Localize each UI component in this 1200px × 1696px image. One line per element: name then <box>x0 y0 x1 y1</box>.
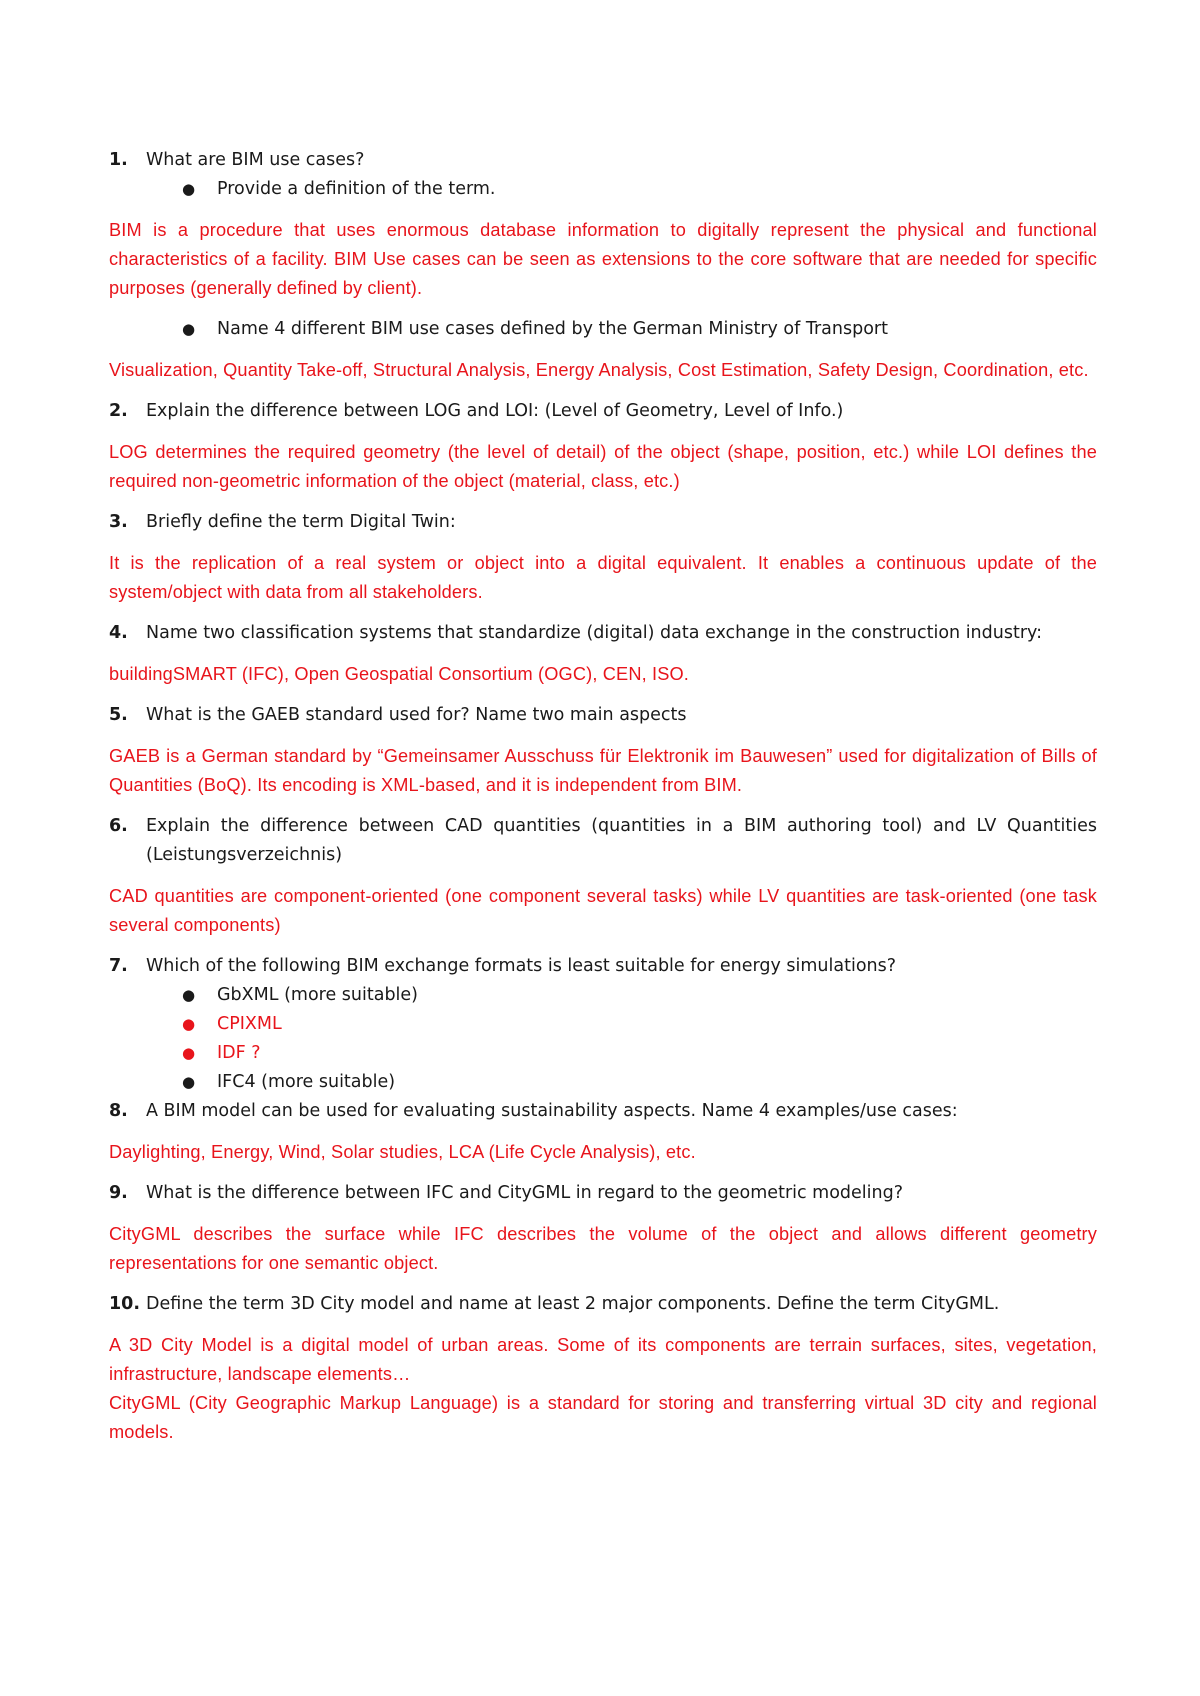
question-text: Briefly define the term Digital Twin: <box>146 512 456 532</box>
answer-8: Daylighting, Energy, Wind, Solar studies, LCA (Life Cycle Analysis), etc. <box>109 1142 696 1162</box>
bullet-dot-icon: ● <box>182 320 196 338</box>
document-body <box>109 146 1097 1459</box>
answer-1b: Visualization, Quantity Take-off, Structural Analysis, Energy Analysis, Cost Estimation, Safety Design, Coordination, etc. <box>109 360 1089 380</box>
question-10 <box>109 1290 1097 1319</box>
option-item <box>182 1068 1097 1097</box>
question-text: What is the difference between IFC and CityGML in regard to the geometric modeling? <box>146 1183 904 1203</box>
option-item <box>182 981 1097 1010</box>
question-number: 5. <box>109 705 128 725</box>
question-text: A BIM model can be used for evaluating sustainability aspects. Name 4 examples/use cases: <box>146 1101 958 1121</box>
question-text: What is the GAEB standard used for? Name two main aspects <box>146 705 687 725</box>
question-number: 10. <box>109 1294 141 1314</box>
bullet-item <box>182 175 1097 204</box>
question-9 <box>109 1179 1097 1208</box>
option-item-selected <box>182 1039 1097 1068</box>
bullet-text: Name 4 different BIM use cases defined by the German Ministry of Transport <box>217 319 888 339</box>
bullet-dot-icon: ● <box>182 1015 196 1033</box>
question-text: Name two classification systems that standardize (digital) data exchange in the construction industry: <box>146 623 1042 643</box>
question-number: 6. <box>109 816 128 836</box>
question-number: 3. <box>109 512 128 532</box>
bullet-dot-icon: ● <box>182 1073 196 1091</box>
question-7 <box>109 952 1097 981</box>
answer-10a: A 3D City Model is a digital model of urban areas. Some of its components are terrain surfaces, sites, vegetation, infrastructure, landscape elements… <box>109 1335 1097 1384</box>
question-text: What are BIM use cases? <box>146 150 365 170</box>
option-text: GbXML (more suitable) <box>217 985 419 1005</box>
answer-10b: CityGML (City Geographic Markup Language) is a standard for storing and transferring virtual 3D city and regional models. <box>109 1393 1097 1442</box>
answer-5: GAEB is a German standard by “Gemeinsamer Ausschuss für Elektronik im Bauwesen” used for digitalization of Bills of Quantities (BoQ). Its encoding is XML-based, and it is independent from BIM. <box>109 746 1097 795</box>
question-4 <box>109 619 1097 648</box>
option-item-selected <box>182 1010 1097 1039</box>
question-number: 8. <box>109 1101 128 1121</box>
answer-1a: BIM is a procedure that uses enormous database information to digitally represent the physical and functional characteristics of a facility. BIM Use cases can be seen as extensions to the core software that are needed for specific purposes (generally defined by client). <box>109 220 1097 298</box>
answer-4: buildingSMART (IFC), Open Geospatial Consortium (OGC), CEN, ISO. <box>109 664 689 684</box>
question-5 <box>109 701 1097 730</box>
question-1-bullets-2 <box>109 315 1097 344</box>
question-text: Which of the following BIM exchange formats is least suitable for energy simulations? <box>146 956 897 976</box>
option-text: IDF ? <box>217 1043 261 1063</box>
answer-9: CityGML describes the surface while IFC describes the volume of the object and allows different geometry representations for one semantic object. <box>109 1224 1097 1273</box>
answer-2: LOG determines the required geometry (the level of detail) of the object (shape, position, etc.) while LOI defines the required non-geometric information of the object (material, class, etc.) <box>109 442 1097 491</box>
bullet-dot-icon: ● <box>182 986 196 1004</box>
question-text: Explain the difference between CAD quantities (quantities in a BIM authoring tool) and LV Quantities (Leistungsverzeichnis) <box>146 816 1097 865</box>
question-number: 2. <box>109 401 128 421</box>
question-7-options <box>109 981 1097 1097</box>
question-1-bullets <box>109 175 1097 204</box>
answer-3: It is the replication of a real system or object into a digital equivalent. It enables a continuous update of the system/object with data from all stakeholders. <box>109 553 1097 602</box>
question-8 <box>109 1097 1097 1126</box>
bullet-dot-icon: ● <box>182 180 196 198</box>
option-text: IFC4 (more suitable) <box>217 1072 396 1092</box>
question-3 <box>109 508 1097 537</box>
question-2 <box>109 397 1097 426</box>
bullet-text: Provide a definition of the term. <box>217 179 496 199</box>
question-1 <box>109 146 1097 175</box>
bullet-item <box>182 315 1097 344</box>
bullet-dot-icon: ● <box>182 1044 196 1062</box>
question-text: Explain the difference between LOG and LOI: (Level of Geometry, Level of Info.) <box>146 401 844 421</box>
question-number: 1. <box>109 150 128 170</box>
question-6 <box>109 812 1097 870</box>
answer-6: CAD quantities are component-oriented (one component several tasks) while LV quantities are task-oriented (one task several components) <box>109 886 1097 935</box>
question-number: 7. <box>109 956 128 976</box>
question-text: Define the term 3D City model and name at least 2 major components. Define the term CityGML. <box>146 1294 1000 1314</box>
question-number: 4. <box>109 623 128 643</box>
option-text: CPIXML <box>217 1014 282 1034</box>
question-number: 9. <box>109 1183 128 1203</box>
